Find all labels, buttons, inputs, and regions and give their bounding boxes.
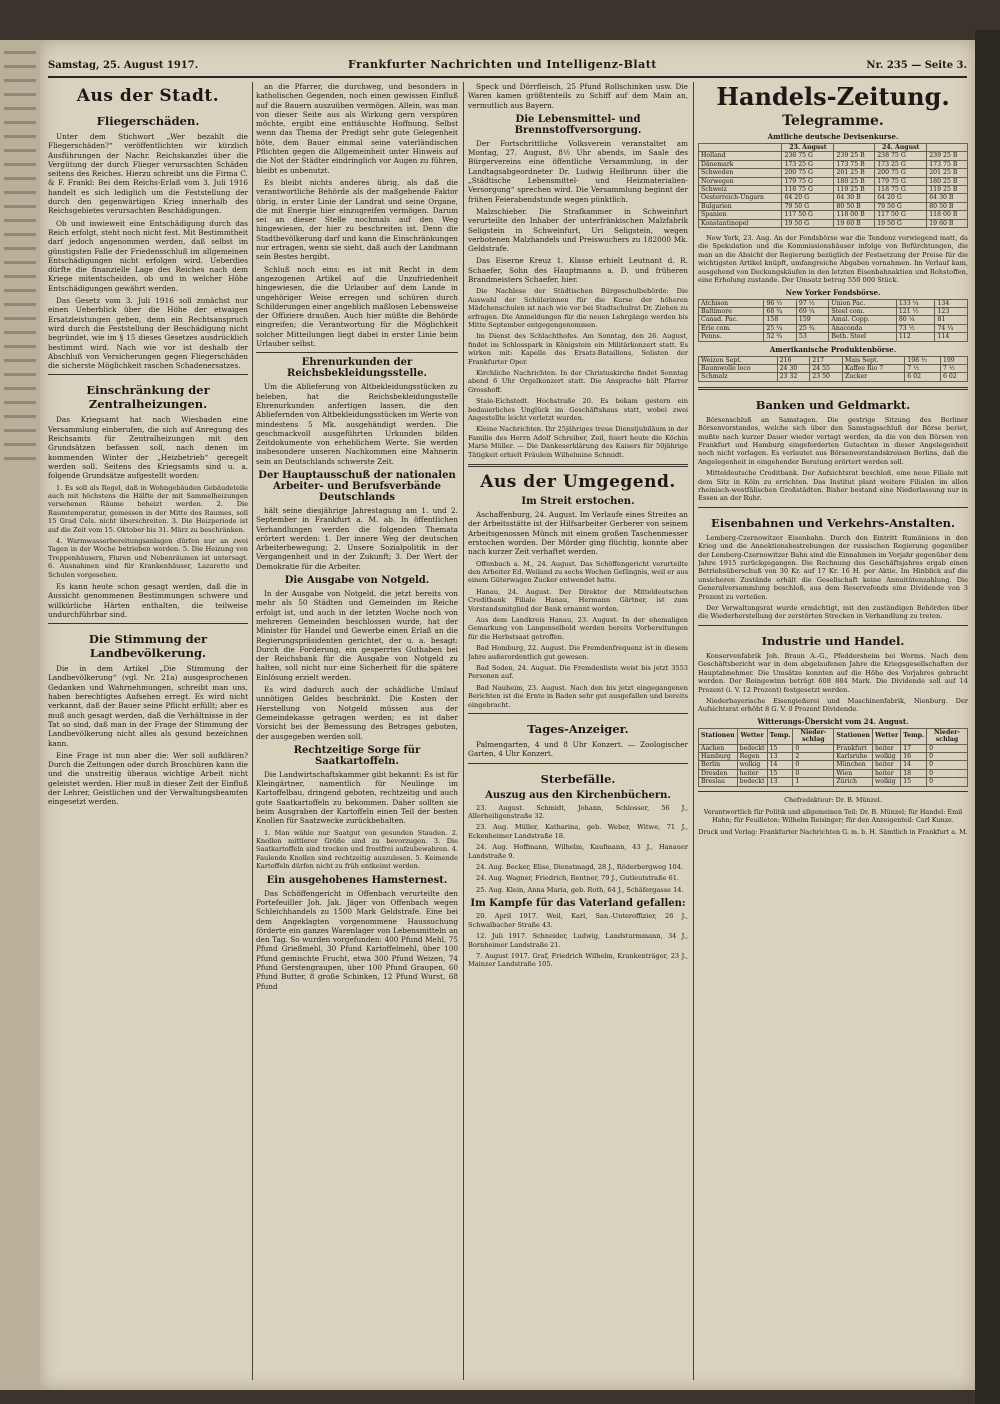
table-cell: 112 bbox=[896, 333, 935, 341]
table-cell: 64 20 G bbox=[875, 194, 927, 202]
table-cell: 199 bbox=[940, 356, 967, 364]
table-cell: 14 bbox=[901, 761, 927, 769]
table-cell: Spanien bbox=[699, 211, 782, 219]
column-divider bbox=[252, 82, 253, 1380]
table-cell: Beth. Steel bbox=[829, 333, 896, 341]
imprint-line: Verantwortlich für Politik und allgemeinen Teil: Dr. B. Münzel; für Handel: Emil Hahn; für Feuilleton: Wilhelm Reisinger; für den Anzeigenteil: Carl Kunze. bbox=[703, 807, 963, 824]
paragraph: Die in dem Artikel „Die Stimmung der Landbevölkerung“ (vgl. Nr. 21a) ausgesprochenen Gedanken und Wahrnehmungen, schreibt man uns, haben berechtigtes Aufsehen erregt. Es wird nicht verkannt, daß der Bauer seine Pflicht erfüllt; aber es muß auch gesagt werden, daß die Verhältnisse in der Tat so sind, daß man in der Frage der Stimmung der Landbevölkerung nicht alles als gesund bezeichnen kann. bbox=[48, 664, 248, 748]
adjacent-page-edge bbox=[0, 40, 40, 1390]
table-row bbox=[699, 316, 968, 324]
section-title: Aus der Umgegend. bbox=[480, 472, 676, 493]
table-cell: 68 ¾ bbox=[764, 307, 796, 315]
table-cell: Union Pac. bbox=[829, 299, 896, 307]
table-header-row bbox=[699, 728, 968, 744]
table-row bbox=[699, 177, 968, 185]
table-cell: 180 25 B bbox=[834, 177, 875, 185]
table-cell: Aachen bbox=[699, 744, 738, 752]
divider bbox=[256, 352, 458, 353]
table-cell: 239 25 B bbox=[927, 152, 968, 160]
table-cell: Frankfurt bbox=[834, 744, 873, 752]
paragraph: Das Schöffengericht in Offenbach verurteilte den Portefeuiller Joh. Jak. Jäger von Offenbach wegen Schleichhandels zu 1500 Mark Geldstrafe. Eine bei dem Angeklagten vorgenommene Haussuchung förderte ein ganzes Warenlager von Lebensmitteln an den Tag. So wurden vorgefunden: 400 Pfund Mehl, 75 Pfund Grießmehl, 30 Pfund Kartoffelmehl, über 100 Pfund gemischte Frucht, etwa 300 Pfund Weizen, 74 Pfund Gerstengraupen, über 100 Pfund Graupen, 60 Pfund Butter, 8 große Schinken, 12 Pfund Wurst, 68 Pfund bbox=[256, 888, 458, 991]
paragraph: Der Fortschrittliche Volksverein veranstaltet am Montag, 27. August, 8½ Uhr abends, im Saale des Bürgervereins eine öffentliche Versammlung, in der Landtagsabgeordneter Dr. Ludwig Heilbrunn über die „Städtische Lebensmittel- und Heizmaterialien-Versorgung“ sprechen wird. Die Versammlung beginnt der frühen Feierabendstunde wegen pünktlich. bbox=[468, 138, 688, 204]
fallen-heading: Im Kampfe für das Vaterland gefallen: bbox=[470, 898, 686, 910]
table-row bbox=[699, 160, 968, 168]
table-cell: 179 75 G bbox=[875, 177, 927, 185]
article-subtitle: Im Streit erstochen. bbox=[521, 496, 635, 508]
paragraph: Bad Nauheim, 23. August. Nach den bis jetzt eingegangenen Berichten ist die Ernte in Baden sehr gut ausgefallen und bereits eingebracht. bbox=[468, 683, 688, 709]
table-cell: 118 75 G bbox=[782, 186, 834, 194]
table-cell: 80 50 B bbox=[927, 202, 968, 210]
table-cell: Zürich bbox=[834, 778, 873, 786]
paragraph: Es kann heute schon gesagt werden, daß die in Aussicht genommenen Bestimmungen schwere und willkürliche Härten enthalten, die teilweise undurchführbar sind. bbox=[48, 581, 248, 619]
paragraph: hält seine diesjährige Jahrestagung am 1. und 2. September in Frankfurt a. M. ab. In öffentlichen Verhandlungen werden die folgenden Themata erörtert werden: 1. Der innere Weg der deutschen Arbeiterbewegung; 2. Unsere Sozialpolitik in der Vergangenheit und in der Zukunft; 3. Der Wert der Demokratie für die Arbeiter. bbox=[256, 505, 458, 571]
table-header: Wetter bbox=[872, 728, 900, 744]
table-cell: 64 30 B bbox=[834, 194, 875, 202]
table-header: Stationen bbox=[699, 728, 738, 744]
table-cell: 13 bbox=[767, 778, 793, 786]
table-cell: Canad. Pac. bbox=[699, 316, 764, 324]
table-cell: 6 02 bbox=[940, 373, 967, 381]
death-entry: 25. Aug. Klein, Anna Maria, geb. Roth, 64 J., Schäfergasse 14. bbox=[476, 885, 684, 894]
table-header bbox=[699, 144, 782, 152]
table-cell: Schweiz bbox=[699, 186, 782, 194]
paragraph: Kleine Nachrichten. Ihr 25jähriges treue Dienstjubiläum in der Familie des Herrn Adolf Schreiber, Zeil, feiert heute die Köchin Marie Müller. — Die Dankeserklärung des Kaisers für 50jährige Tätigkeit erhielt Fräulein Wilhelmine Schmidt. bbox=[468, 425, 688, 459]
table-row bbox=[699, 169, 968, 177]
table-header: 24. August bbox=[875, 144, 927, 152]
death-entry: 23. Aug. Müller, Katharina, geb. Weber, Witwe, 71 J., Eckenheimer Landstraße 18. bbox=[468, 823, 688, 840]
weather-table bbox=[698, 728, 968, 787]
article-title: Industrie und Handel. bbox=[761, 633, 905, 648]
table-cell: 118 00 B bbox=[927, 211, 968, 219]
divider bbox=[48, 623, 248, 624]
paragraph: In der Ausgabe von Notgeld, die jetzt bereits von mehr als 50 Städten und Gemeinden im Reiche erfolgt ist, und auch in der letzten Woche noch von mehreren Gemeinden beschlossen wurde, hat der Minister für Handel und Gewerbe einen Erlaß an die Regierungspräsidenten gerichtet, der u. a. besagt: Durch die Forderung, ein gesperrtes Guthaben bei der Reichsbank für die Ausgabe von Notgeld zu halten, soll nicht nur eine Sicherheit für die spätere Einlösung erzielt werden. bbox=[256, 589, 458, 682]
table-header: Nieder-schlag bbox=[927, 728, 968, 744]
divider bbox=[698, 387, 968, 390]
table-row bbox=[699, 152, 968, 160]
table-row bbox=[699, 186, 968, 194]
paragraph: Malzschieber. Die Strafkammer in Schweinfurt verurteilte den Inhaber der unterfränkischen Malzfabrik Seligstein in Schweinfurt, Uri Seligstein, wegen verbotenen Malzhandels und Preiswuchers zu 182000 Mk. Geldstrafe. bbox=[468, 206, 688, 254]
article-title: Rechtzeitige Sorge für Saatkartoffeln. bbox=[293, 744, 421, 767]
table-row bbox=[699, 194, 968, 202]
table-cell: Regen bbox=[737, 752, 767, 760]
paragraph: Das Gesetz vom 3. Juli 1916 soll zunächst nur einen Ueberblick über die Höhe der etwaigen Ersatzleistungen geben, denn ein Rechtsanspruch wird durch die Feststellung der Beschädigung nicht begründet, wie im § 15 dieses Gesetzes ausdrücklich bestimmt wird. Nach wie vor ist deshalb der Abschluß von Versicherungen gegen Fliegerschäden die sicherste Möglichkeit raschen Schadenersatzes. bbox=[48, 296, 248, 371]
table-cell: Berlin bbox=[699, 761, 738, 769]
table-cell: 0 bbox=[927, 778, 968, 786]
table-cell: 17 bbox=[901, 744, 927, 752]
table-cell: Mais Sept. bbox=[842, 356, 904, 364]
table-cell: Baltimore bbox=[699, 307, 764, 315]
table-cell: Oesterreich-Ungarn bbox=[699, 194, 782, 202]
table-cell: 80 50 B bbox=[834, 202, 875, 210]
paragraph: Niederbayerische Eisengießerei und Maschinenfabrik, Nienburg. Der Aufsichtsrat erhöht 8 G. V. 0 Prozent Dividende. bbox=[698, 696, 968, 714]
produkt-table bbox=[698, 356, 968, 382]
table-header: Nieder-schlag bbox=[793, 728, 834, 744]
paragraph: 1. Man wähle nur Saatgut von gesunden Stauden. 2. Knollen mittlerer Größe sind zu bevorzugen. 3. Die Saatkartoffeln sind trocken und frostfrei aufzubewahren. 4. Faulende Knollen sind rechtzeitig auszulesen. 5. Keimende Kartoffeln dürfen nicht zu früh entkeimt werden. bbox=[256, 828, 458, 871]
table-cell: 15 bbox=[767, 744, 793, 752]
table-cell: 18 bbox=[901, 769, 927, 777]
table-cell: 15 bbox=[901, 778, 927, 786]
issue-date: Samstag, 25. August 1917. bbox=[48, 60, 199, 71]
table-cell: 201 25 B bbox=[927, 169, 968, 177]
table-cell: 0 bbox=[927, 752, 968, 760]
table-header: Temp. bbox=[901, 728, 927, 744]
table-cell: 64 20 G bbox=[782, 194, 834, 202]
paragraph: Aschaffenburg, 24. August. Im Verlaufe eines Streites an der Arbeitsstätte ist der Hilfsarbeiter Gerberer von seinem Arbeitsgenossen Münch mit einem großen Taschenmesser erstochen worden. Der Mörder ging flüchtig, konnte aber nach kurzer Zeit verhaftet werden. bbox=[468, 510, 688, 557]
table-cell: 19 60 B bbox=[927, 219, 968, 227]
table-cell: 52 ¾ bbox=[764, 333, 796, 341]
table-cell: 13 bbox=[767, 752, 793, 760]
imprint-line: Chefredakteur: Dr. B. Münzel. bbox=[784, 795, 882, 804]
table-cell: Schmalz bbox=[699, 373, 778, 381]
paragraph: Der Verwaltungsrat wurde ermächtigt, mit den zuständigen Behörden über die Wiederherstellung der zerstörten Strecken in Verhandlung zu treten. bbox=[698, 604, 968, 621]
paragraph: Hanau, 24. August. Der Direktor der Mitteldeutschen Creditbank Filiale Hanau, Hermann Gärtner, ist zum Vorstandsmitglied der Bank ernannt worden. bbox=[468, 587, 688, 613]
paragraph: 4. Warmwasserbereitungsanlagen dürfen nur an zwei Tagen in der Woche betrieben werden. 5. Die Heizung von Treppenhäusern, Fluren und Nebenräumen ist untersagt. 6. Ausnahmen sind für Krankenhäuser, Lazarette und Schulen vorgesehen. bbox=[48, 536, 248, 579]
table-row bbox=[699, 219, 968, 227]
paragraph: Ob und inwieweit eine Entschädigung durch das Reich erfolgt, steht noch nicht fest. Mit Bestimmtheit darf jedoch angenommen werden, daß selbst im günstigsten Falle der Friedensschluß im allgemeinen Entschädigungen nicht erfolgen wird. Ueberdies dürfte die finanzielle Lage des Reiches nach dem Kriege mitentscheiden, ob und in welcher Höhe Entschädigungen gewährt werden. bbox=[48, 218, 248, 293]
paragraph: Unter dem Stichwort „Wer bezahlt die Fliegerschäden?“ veröffentlichten wir kürzlich Ausführungen der Nachr. Reichskanzlei über die Vergütung der durch Flieger verursachten Schäden seitens des Reiches. Hierzu schreibt uns die Firma C. & F. Frankl: Bei dem Reichs-Erlaß vom 3. Juli 1916 handelt es sich lediglich um die Feststellung der durch den gegenwärtigen Krieg innerhalb des Reichsgebietes verursachten Beschädigungen. bbox=[48, 132, 248, 216]
table-cell: 19 50 G bbox=[875, 219, 927, 227]
table-cell: 0 bbox=[927, 769, 968, 777]
table-cell: 200 75 G bbox=[875, 169, 927, 177]
newspaper-page bbox=[40, 40, 975, 1390]
table-cell: 79 50 G bbox=[782, 202, 834, 210]
table-cell: 123 bbox=[935, 307, 968, 315]
table-cell: Konstantinopel bbox=[699, 219, 782, 227]
table-cell: heiter bbox=[872, 761, 900, 769]
table-row bbox=[699, 769, 968, 777]
table-cell: 7 ½ bbox=[940, 364, 967, 372]
table-cell: Penns. bbox=[699, 333, 764, 341]
table-cell: 16 bbox=[901, 752, 927, 760]
table-cell: Steel com. bbox=[829, 307, 896, 315]
paragraph: Eine Frage ist nun aber die: Wer soll aufklären? Durch die Zeitungen oder durch Broschüren kann die und die unstreitig überaus wichtige Arbeit nicht geleistet werden. Hier muß in dieser Zeit der Einfluß der Lehrer, Geistlichen und der Verwaltungsbeamten eingesetzt werden. bbox=[48, 750, 248, 807]
article-title: Einschränkung der Zentralheizungen. bbox=[86, 383, 210, 412]
divider bbox=[468, 763, 688, 764]
table-cell: 0 bbox=[793, 761, 834, 769]
table-cell: Erie com. bbox=[699, 324, 764, 332]
table-cell: 73 ½ bbox=[896, 324, 935, 332]
table-cell: 173 25 G bbox=[782, 160, 834, 168]
table-cell: 200 75 G bbox=[782, 169, 834, 177]
section-title: Aus der Stadt. bbox=[76, 86, 220, 106]
table-cell: 217 bbox=[810, 356, 843, 364]
binding-edge bbox=[975, 30, 1000, 1404]
table-cell: 80 ¼ bbox=[896, 316, 935, 324]
paragraph: Schluß noch eins: es ist mit Recht in dem angezogenen Artikel auf die Unzufriedenheit hingewiesen, die die Urlauber auf dem Lande in ungehöriger Weise erregen und schüren durch Schilderungen einer angeblich maßlosen Lebensweise der Offiziere draußen. Auch hier müßte die Behörde eingreifen; die Verantwortung für die Möglichkeit solcher Mitteilungen liegt dabei in erster Linie beim Urlauber selbst. bbox=[256, 264, 458, 349]
article-title: Der Hauptausschuß der nationalen Arbeiter- und Berufsverbände Deutschlands bbox=[258, 469, 456, 503]
table-cell: 134 bbox=[935, 299, 968, 307]
table-cell: heiter bbox=[872, 769, 900, 777]
table-row bbox=[699, 307, 968, 315]
divider bbox=[468, 713, 688, 714]
paragraph: New York, 23. Aug. An der Fondsbörse war die Tendenz vorwiegend matt, da die Spekulation und die Kommissionshäuser infolge von Befürchtungen, die man an die Absicht der Regierung bezüglich der Festsetzung der Preise für die wichtigsten Artikel knüpft, umfangreiche Abgaben vornahmen. Im Verlauf kam, ausgehend von Deckungskäufen in den letzten Eisenbahnaktien und Rohstoffen, eine Erholung zustande. Der Umsatz betrug 550 000 Stück. bbox=[698, 234, 968, 285]
table-cell: 14 bbox=[767, 761, 793, 769]
fallen-entry: 12. Juli 1917. Schneider, Ludwig, Landsturmmann, 34 J., Bornheimer Landstraße 21. bbox=[468, 932, 688, 949]
table-cell: 7 ½ bbox=[905, 364, 941, 372]
table-cell: 64 30 B bbox=[927, 194, 968, 202]
masthead: Frankfurter Nachrichten und Intelligenz-Blatt bbox=[348, 58, 657, 71]
paragraph: Das Kriegsamt hat nach Wiesbaden eine Versammlung einberufen, die sich auf Anregung des Reichsamts für Zentralheizungen mit den Grundsätzen befassen soll, nach denen im kommenden Winter der „Heizbetrieb“ geregelt werden soll. Seitens des Kriegsamts sind u. a. folgende Grundsätze aufgestellt worden: bbox=[48, 415, 248, 481]
article-title: Die Stimmung der Landbevölkerung. bbox=[88, 632, 208, 661]
table-cell: Breslau bbox=[699, 778, 738, 786]
table-cell: 114 bbox=[935, 333, 968, 341]
table-cell: Baumwolle loco bbox=[699, 364, 778, 372]
table-cell: 25 ¾ bbox=[796, 324, 828, 332]
table-cell: 133 ¼ bbox=[896, 299, 935, 307]
paragraph: Speck und Dörrfleisch, 25 Pfund Rollschinken usw. Die Waren kamen größtenteils zu Schiff auf dem Main an, vermutlich aus Bayern. bbox=[468, 82, 688, 110]
divider bbox=[698, 625, 968, 626]
paragraph: Mitteldeutsche Creditbank. Der Aufsichtsrat beschloß, eine neue Filiale mit dem Sitz in Köln zu errichten. Das Institut plant weitere Filialen im allen rheinisch-westfälischen Großstädten. Bisher bestand eine Niederlassung nur in Essen an der Ruhr. bbox=[698, 469, 968, 503]
table-cell: Schweden bbox=[699, 169, 782, 177]
table-cell: 81 bbox=[935, 316, 968, 324]
table-cell: 0 bbox=[927, 744, 968, 752]
article-title: Eisenbahnen und Verkehrs-Anstalten. bbox=[710, 515, 956, 530]
table-cell: 15 bbox=[767, 769, 793, 777]
paragraph: 1. Es soll als Regel, daß in Wohngebäuden Gebäudeteile auch mit höchstens die Hälfte der mit Sammelheizungen versehenen Räume beheizt werden. 2. Die Raumtemperatur, gemessen in der Mitte des Raumes, soll 15 Grad Cels. nicht überschreiten. 3. Die Heizperiode ist auf die Zeit vom 15. Oktober bis 31. März zu beschränken. bbox=[48, 483, 248, 534]
table-cell: 1 bbox=[793, 778, 834, 786]
table-cell: heiter bbox=[872, 744, 900, 752]
death-entry: 24. Aug. Hoffmann, Wilhelm, Kaufmann, 43 J., Hanauer Landstraße 9. bbox=[468, 843, 688, 860]
paragraph: Es wird dadurch auch der schädliche Umlauf unnötigen Geldes beschränkt. Die Kosten der Herstellung von Notgeld müssen aus der Gemeindekasse getragen werden; es ist daher Vorsicht bei der Bemessung des Betrages geboten, der ausgegeben werden soll. bbox=[256, 685, 458, 741]
table-cell: Dänemark bbox=[699, 160, 782, 168]
column-3 bbox=[468, 82, 688, 1380]
table-header: Temp. bbox=[767, 728, 793, 744]
table-cell: Atchison bbox=[699, 299, 764, 307]
paragraph: Die Landwirtschaftskammer gibt bekannt: Es ist für Kleingärtner, namentlich für Neulinge im Kartoffelbau, dringend geboten, rechtzeitig und auch gute Saatkartoffeln zu bekommen. Daher sollten sie beim Ausgraben der Kartoffeln einen Teil der besten Knollen für Saatzwecke zurückbehalten. bbox=[256, 769, 458, 826]
table-cell: 158 bbox=[764, 316, 796, 324]
paragraph: Um die Ablieferung von Altbekleidungsstücken zu beleben, hat die Reichsbekleidungsstelle Ehrenurkunden anfertigen lassen, die den Abliefernden von Altbekleidungsstücken im Werte von mindestens 5 Mk. ausgehändigt werden. Die geschmackvoll ausgeführten Urkunden bilden Zeitdokumente von erheblichem Werte. Sie werden insbesondere unseren Nachkommen eine Mahnerin sein an Deutschlands schwerste Zeit. bbox=[256, 382, 458, 466]
table-row bbox=[699, 744, 968, 752]
table-header bbox=[927, 144, 968, 152]
table-row bbox=[699, 364, 968, 372]
fallen-entry: 7. August 1917. Graf, Friedrich Wilhelm, Krankenträger, 23 J., Mainzer Landstraße 105. bbox=[468, 951, 688, 969]
paragraph: Offenbach a. M., 24. August. Das Schöffengericht verurteilte den Arbeiter Ed. Weiland zu sechs Wochen Gefängnis, weil er aus einem Güterwagen Zucker entwendet hatte. bbox=[468, 559, 688, 585]
section-subtitle: Telegramme. bbox=[782, 113, 884, 129]
table-cell: 0 bbox=[793, 769, 834, 777]
table-cell: 118 75 G bbox=[875, 186, 927, 194]
table-cell: 201 25 B bbox=[834, 169, 875, 177]
table-header bbox=[834, 144, 875, 152]
table-title: Witterungs-Übersicht vom 24. August. bbox=[757, 716, 909, 726]
table-cell: 74 ¼ bbox=[935, 324, 968, 332]
page-header bbox=[48, 58, 967, 78]
column-4 bbox=[698, 82, 968, 1380]
article-title: Die Ausgabe von Notgeld. bbox=[284, 575, 430, 587]
paragraph: Stale-Eichstedt. Hochstraße 20. Es bekam gestern ein bedauerliches Unglück im Geschäftshaus statt, wobei zwei Angestellte leicht verletzt wurden. bbox=[468, 397, 688, 423]
table-cell: Amal. Copp. bbox=[829, 316, 896, 324]
section-title: Handels-Zeitung. bbox=[716, 82, 950, 111]
table-cell: 173 25 G bbox=[875, 160, 927, 168]
table-cell: 0 bbox=[927, 761, 968, 769]
paragraph: Kirchliche Nachrichten. In der Christuskirche findet Sonntag abend 6 Uhr Orgelkonzert statt. Die Ansprache hält Pfarrer Grosshoff. bbox=[468, 369, 688, 394]
table-cell: Norwegen bbox=[699, 177, 782, 185]
article-title: Banken und Geldmarkt. bbox=[755, 397, 911, 412]
table-cell: 159 bbox=[796, 316, 828, 324]
devisen-table bbox=[698, 143, 968, 228]
paragraph: Es bleibt nichts anderes übrig, als daß die verantwortliche Behörde als der maßgebende Faktor übrig, in erster Linie der Landrat und seine Organe, die mit Energie hier einzugreifen vermögen. Darum sei an dieser Stelle nochmals auf den Weg hingewiesen, der hier zu beschreiten ist. Denn die Stadtbevölkerung darf und kann die Einschränkungen nur ertragen, wenn sie sieht, daß auch der Landmann sein Bestes hergibt. bbox=[256, 177, 458, 262]
table-cell: Karlsruhe bbox=[834, 752, 873, 760]
paragraph: Bad Soden, 24. August. Die Fremdenliste weist bis jetzt 3553 Personen auf. bbox=[468, 664, 688, 681]
table-cell: 121 ½ bbox=[896, 307, 935, 315]
death-entry: 24. Aug. Wagner, Friedrich, Rentner, 79 J., Gutleutstraße 61. bbox=[476, 874, 679, 883]
paragraph: Konservenfabrik Joh. Braun A.-G., Pfeddersheim bei Worms. Nach dem Geschäftsbericht war in dem abgelaufenen Jahre die Kriegsgesellschaften der Hauptabnehmer. Die Umsätze konnten auf die Höhe des Vorjahres gebracht werden. Der Reingewinn beträgt 608 884 Mark. Die Dividende soll auf 14 Prozent (i. V. 12 Prozent) festgesetzt werden. bbox=[698, 651, 968, 694]
table-cell: 239 25 B bbox=[834, 152, 875, 160]
table-row bbox=[699, 202, 968, 210]
table-cell: 179 75 G bbox=[782, 177, 834, 185]
table-cell: Zucker bbox=[842, 373, 904, 381]
table-cell: Kaffee Rio 7 bbox=[842, 364, 904, 372]
table-row bbox=[699, 333, 968, 341]
table-cell: Weizen Sept. bbox=[699, 356, 778, 364]
table-header: Wetter bbox=[737, 728, 767, 744]
paragraph: Das Eiserne Kreuz 1. Klasse erhielt Leutnant d. R. Schaefer, Sohn des Hauptmanns a. D. und früheren Brandmeisters Schaefer, hier. bbox=[468, 256, 688, 285]
ny-stock-table bbox=[698, 299, 968, 342]
table-cell: bedeckt bbox=[737, 744, 767, 752]
table-cell: 53 bbox=[796, 333, 828, 341]
article-title: Fliegerschäden. bbox=[96, 114, 200, 128]
table-cell: 238 75 G bbox=[782, 152, 834, 160]
divider bbox=[698, 791, 968, 792]
column-1 bbox=[48, 82, 248, 1380]
table-cell: 119 25 B bbox=[834, 186, 875, 194]
table-title: Amerikanische Produktenbörse. bbox=[769, 344, 897, 354]
table-row bbox=[699, 211, 968, 219]
table-cell: 173 75 B bbox=[927, 160, 968, 168]
paragraph: Die Nachlese der Städtischen Bürgeschulbehörde: Die Auswahl der Schülerinnen für die Kurse der höheren Mädchenschulen ist nach wie vor bei Stadtschulrat Dr. Ziehen zu erfragen. Die Anmeldungen für die neuen Lehrgänge werden bis Mitte September entgegengenommen. bbox=[468, 287, 688, 329]
table-cell: wolkig bbox=[872, 752, 900, 760]
column-2 bbox=[256, 82, 458, 1380]
table-cell: 19 50 G bbox=[782, 219, 834, 227]
table-row bbox=[699, 761, 968, 769]
paragraph: Palmengarten, 4 und 8 Uhr Konzert. — Zoologischer Garten, 4 Uhr Konzert. bbox=[468, 740, 688, 759]
table-cell: 216 bbox=[777, 356, 810, 364]
divider bbox=[698, 507, 968, 508]
table-cell: 2 bbox=[793, 752, 834, 760]
divider bbox=[48, 374, 248, 375]
column-divider bbox=[463, 82, 464, 1380]
table-cell: Bulgarien bbox=[699, 202, 782, 210]
table-cell: Dresden bbox=[699, 769, 738, 777]
table-row bbox=[699, 778, 968, 786]
table-cell: wolkig bbox=[737, 761, 767, 769]
table-cell: 0 bbox=[793, 744, 834, 752]
table-row bbox=[699, 356, 968, 364]
table-cell: Hamburg bbox=[699, 752, 738, 760]
table-cell: 79 50 G bbox=[875, 202, 927, 210]
table-title: New Yorker Fondsbörse. bbox=[785, 287, 881, 297]
table-row bbox=[699, 299, 968, 307]
paragraph: Börsenschluß an Samstagen. Die gestrige Sitzung des Berliner Börsenvorstandes, welche sich über den Samstagsschluß der Börse beriet, mußte nach kurzer Dauer wieder vertagt werden, da die von den Börsen von Frankfurt und Hamburg eingeforderten Gutachten in dieser Angelegenheit noch nicht vorlagen. Es verlautet aus Börsenvorstandskreisen Berlins, daß die Angelegenheit in eingehender Beratung erörtert werden soll. bbox=[698, 415, 968, 466]
article-title: Die Lebensmittel- und Brennstoffversorgung. bbox=[514, 113, 642, 136]
article-title: Sterbefälle. bbox=[540, 771, 616, 786]
table-cell: 180 25 B bbox=[927, 177, 968, 185]
page-number: Nr. 235 — Seite 3. bbox=[866, 60, 967, 71]
paragraph: Bad Homburg, 22. August. Die Fremdenfrequenz ist in diesem Jahre außerordentlich gut gewesen. bbox=[468, 644, 688, 661]
table-header: Stationen bbox=[834, 728, 873, 744]
table-cell: Holland bbox=[699, 152, 782, 160]
table-cell: 6 02 bbox=[905, 373, 941, 381]
table-cell: Wien bbox=[834, 769, 873, 777]
table-cell: 19 60 B bbox=[834, 219, 875, 227]
table-header-row bbox=[699, 144, 968, 152]
table-cell: 97 ½ bbox=[796, 299, 828, 307]
divider bbox=[468, 464, 688, 467]
imprint-line: Druck und Verlag: Frankfurter Nachrichten G. m. b. H. Sämtlich in Frankfurt a. M. bbox=[698, 827, 968, 836]
table-cell: 24 30 bbox=[777, 364, 810, 372]
table-cell: 23 50 bbox=[810, 373, 843, 381]
article-title: Tages-Anzeiger. bbox=[527, 722, 629, 737]
article-title: Ein ausgehobenes Hamsternest. bbox=[266, 874, 448, 886]
table-row bbox=[699, 752, 968, 760]
table-row bbox=[699, 373, 968, 381]
table-cell: 25 ¼ bbox=[764, 324, 796, 332]
table-cell: 24 55 bbox=[810, 364, 843, 372]
paragraph: Aus dem Landkreis Hanau, 23. August. In der ehemaligen Gemarkung von Langenselbold werden bereits Vorbereitungen für die Herbstsaat getroffen. bbox=[468, 615, 688, 641]
table-cell: 118 00 B bbox=[834, 211, 875, 219]
table-cell: 117 50 G bbox=[875, 211, 927, 219]
table-cell: 117 50 G bbox=[782, 211, 834, 219]
table-header: 23. August bbox=[782, 144, 834, 152]
article-title: Ehrenurkunden der Reichsbekleidungsstelle. bbox=[287, 357, 427, 380]
paragraph: an die Pfarrer, die durchweg, und besonders in katholischen Gegenden, noch einen gewissen Einfluß auf die Bauern auszuüben vermögen. Allein, was man von dieser Seite aus als Wirkung gern verspüren möchte, ergibt eine enttäuschte Hoffnung. Selbst wenn das Thema der Predigt sehr gute Gelegenheit böte, dem Bauer einmal seine vaterländischen Pflichten gegen die Allgemeinheit unter Hinweis auf die Not der Städter eindringlich vor Augen zu führen, bleibt es unbenutzt. bbox=[256, 82, 458, 175]
table-cell: bedeckt bbox=[737, 778, 767, 786]
table-cell: 23 32 bbox=[777, 373, 810, 381]
table-row bbox=[699, 324, 968, 332]
table-cell: heiter bbox=[737, 769, 767, 777]
fallen-entry: 20. April 1917. Weil, Karl, San.-Unteroffizier, 26 J., Schwalbacher Straße 43. bbox=[468, 912, 688, 929]
table-cell: wolkig bbox=[872, 778, 900, 786]
paragraph: Im Dienst des Schlachthofes. Am Sonntag, den 26. August, findet im Schlosspark in Königstein ein Militärkonzert statt. Es wirken mit: Kapelle des Ersatz-Bataillons, Solisten der Frankfurter Oper. bbox=[468, 332, 688, 366]
table-cell: 96 ½ bbox=[764, 299, 796, 307]
table-title: Amtliche deutsche Devisenkurse. bbox=[767, 132, 899, 141]
table-cell: Anaconda bbox=[829, 324, 896, 332]
table-cell: 198 ½ bbox=[905, 356, 941, 364]
paragraph: Lemberg-Czernowitzer Eisenbahn. Durch den Eintritt Rumäniens in den Krieg und die Annektionsbestrebungen der russischen Regierung gegenüber der Lemberg-Czernowitzer Bahn sind die Einnahmen im Vorjahr gegenüber dem Jahre 1915 zurückgegangen. Die Rechnung des Geschäftsjahres ergab einen Betriebsüberschuß von 30 Kr. auf 17 Kr. 16 H. per Aktie. Im Hinblick auf die unsicheren Zustände erhält die Gesellschaft keine Annuitätenzahlung. Die Generalversammlung beschloß, aus dem Reservefonds eine Dividende von 3 Prozent zu verteilen. bbox=[698, 533, 968, 601]
table-cell: München bbox=[834, 761, 873, 769]
table-cell: 69 ¼ bbox=[796, 307, 828, 315]
death-entry: 23. August. Schmidt, Johann, Schlosser, 56 J., Allerheiligenstraße 32. bbox=[468, 803, 688, 821]
table-cell: 119 25 B bbox=[927, 186, 968, 194]
column-divider bbox=[693, 82, 694, 1380]
death-entry: 24. Aug. Becker, Elise, Dienstmagd, 28 J., Röderbergweg 104. bbox=[476, 863, 684, 872]
table-cell: 173 75 B bbox=[834, 160, 875, 168]
article-subtitle: Auszug aus den Kirchenbüchern. bbox=[485, 789, 671, 801]
table-cell: 238 75 G bbox=[875, 152, 927, 160]
